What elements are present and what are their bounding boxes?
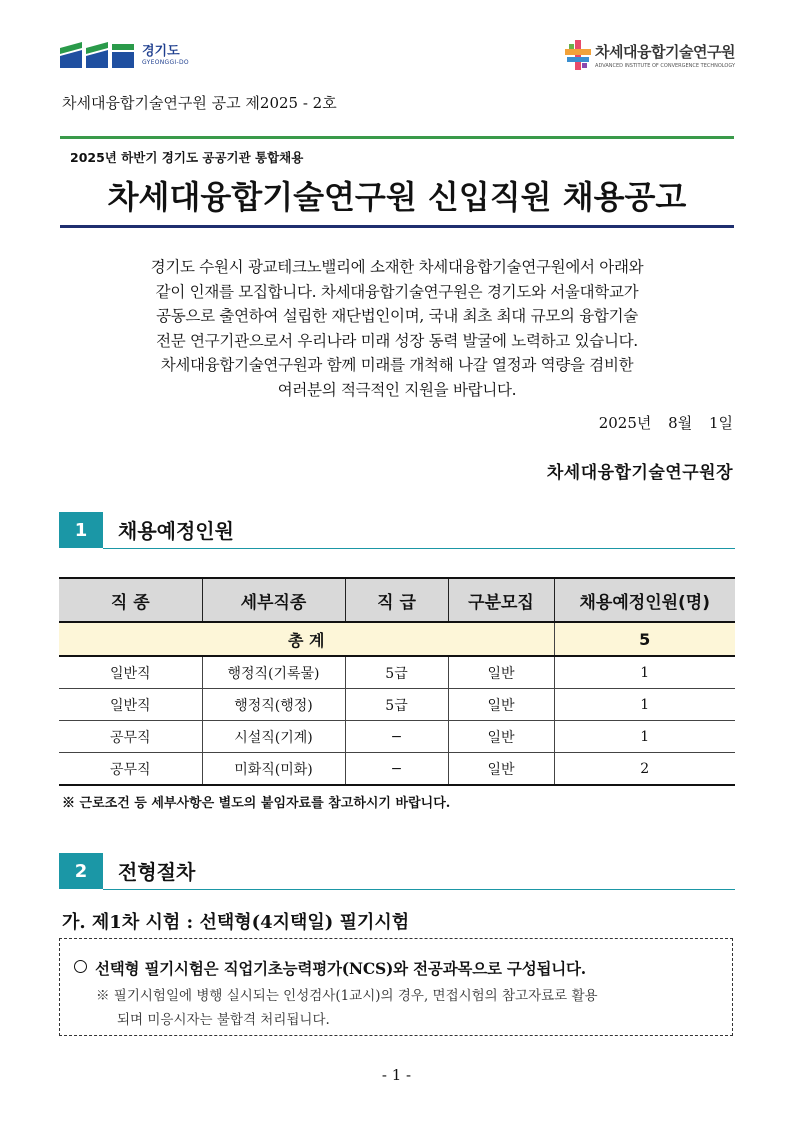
section-2-number: 2 bbox=[59, 853, 103, 889]
column-header: 직 급 bbox=[345, 578, 448, 622]
subtitle: 2025년 하반기 경기도 공공기관 통합채용 bbox=[70, 150, 304, 165]
table-cell: − bbox=[345, 721, 448, 753]
notice-date: 2025년 8월 1일 bbox=[598, 414, 733, 432]
table-row bbox=[59, 721, 735, 753]
gyeonggi-logo-subtext: GYEONGGI-DO bbox=[142, 58, 189, 66]
table-cell: 1 bbox=[554, 689, 735, 721]
section-1-number: 1 bbox=[59, 512, 103, 548]
table-cell: 5급 bbox=[345, 656, 448, 689]
exam-info-note-line: ※ 필기시험일에 병행 실시되는 인성검사(1교시)의 경우, 면접시험의 참고자료로 활용 bbox=[96, 988, 598, 1004]
total-value: 5 bbox=[554, 622, 735, 656]
exam-info-note bbox=[96, 984, 726, 1032]
intro-line: 전문 연구기관으로서 우리나라 미래 성장 동력 발굴에 노력하고 있습니다. bbox=[156, 331, 638, 350]
page-title: 차세대융합기술연구원 신입직원 채용공고 bbox=[107, 178, 687, 216]
column-header: 세부직종 bbox=[202, 578, 345, 622]
total-row bbox=[59, 622, 735, 656]
intro-line: 공동으로 출연하여 설립한 재단법인이며, 국내 최초 최대 규모의 융합기술 bbox=[156, 307, 638, 325]
section-2-rule bbox=[103, 889, 735, 890]
table-cell: 일반 bbox=[448, 721, 554, 753]
exam-info-main bbox=[74, 957, 586, 979]
aict-logo-mark bbox=[565, 40, 591, 70]
gyeonggi-logo-mark bbox=[60, 42, 136, 68]
notice-number: 차세대융합기술연구원 공고 제2025 - 2호 bbox=[62, 94, 337, 112]
table-cell: − bbox=[345, 753, 448, 786]
signer: 차세대융합기술연구원장 bbox=[546, 463, 733, 483]
table-cell: 행정직(행정) bbox=[202, 689, 345, 721]
intro-line: 경기도 수원시 광교테크노밸리에 소재한 차세대융합기술연구원에서 아래와 bbox=[150, 258, 644, 276]
intro-line: 같이 인재를 모집합니다. 차세대융합기술연구원은 경기도와 서울대학교가 bbox=[155, 282, 639, 301]
table-header-row bbox=[59, 578, 735, 622]
total-label: 총 계 bbox=[59, 622, 554, 656]
section-2-title: 전형절차 bbox=[118, 860, 196, 884]
gyeonggi-logo-text: 경기도 bbox=[142, 43, 180, 59]
table-row bbox=[59, 753, 735, 786]
title-top-rule bbox=[60, 136, 734, 139]
section-1-rule bbox=[103, 548, 735, 549]
table-cell: 1 bbox=[554, 721, 735, 753]
table-cell: 5급 bbox=[345, 689, 448, 721]
section-1-title: 채용예정인원 bbox=[118, 519, 234, 543]
intro-paragraph bbox=[60, 255, 734, 402]
column-header: 채용예정인원(명) bbox=[554, 578, 735, 622]
aict-logo bbox=[565, 40, 735, 70]
table-cell: 행정직(기록물) bbox=[202, 656, 345, 689]
table-cell: 1 bbox=[554, 656, 735, 689]
table-cell: 일반직 bbox=[59, 656, 202, 689]
table-cell: 공무직 bbox=[59, 753, 202, 786]
table-cell: 일반직 bbox=[59, 689, 202, 721]
exam-info-main-text: 선택형 필기시험은 직업기초능력평가(NCS)와 전공과목으로 구성됩니다. bbox=[95, 959, 586, 978]
exam-stage-title: 가. 제1차 시험 : 선택형(4지택일) 필기시험 bbox=[62, 912, 410, 933]
intro-line: 여러분의 적극적인 지원을 바랍니다. bbox=[277, 380, 517, 399]
column-header: 구분모집 bbox=[448, 578, 554, 622]
intro-line: 차세대융합기술연구원과 함께 미래를 개척해 나갈 열정과 역량을 겸비한 bbox=[160, 356, 634, 374]
table-row bbox=[59, 689, 735, 721]
table-cell: 공무직 bbox=[59, 721, 202, 753]
table-cell: 시설직(기계) bbox=[202, 721, 345, 753]
table-cell: 2 bbox=[554, 753, 735, 786]
page-number: - 1 - bbox=[381, 1066, 412, 1084]
table-cell: 일반 bbox=[448, 656, 554, 689]
circle-bullet-icon bbox=[74, 960, 87, 973]
table-cell: 미화직(미화) bbox=[202, 753, 345, 786]
table-row bbox=[59, 656, 735, 689]
title-bottom-rule bbox=[60, 225, 734, 228]
table-cell: 일반 bbox=[448, 689, 554, 721]
exam-info-note-line: 되며 미응시자는 불합격 처리됩니다. bbox=[117, 1012, 330, 1028]
table-cell: 일반 bbox=[448, 753, 554, 786]
aict-logo-text: 차세대융합기술연구원 bbox=[595, 43, 735, 61]
aict-logo-subtext: ADVANCED INSTITUTE OF CONVERGENCE TECHNOLOGY bbox=[595, 63, 735, 69]
column-header: 직 종 bbox=[59, 578, 202, 622]
gyeonggi-logo bbox=[60, 42, 189, 68]
table-note: ※ 근로조건 등 세부사항은 별도의 붙임자료를 참고하시기 바랍니다. bbox=[62, 796, 451, 811]
recruitment-table bbox=[59, 577, 735, 786]
